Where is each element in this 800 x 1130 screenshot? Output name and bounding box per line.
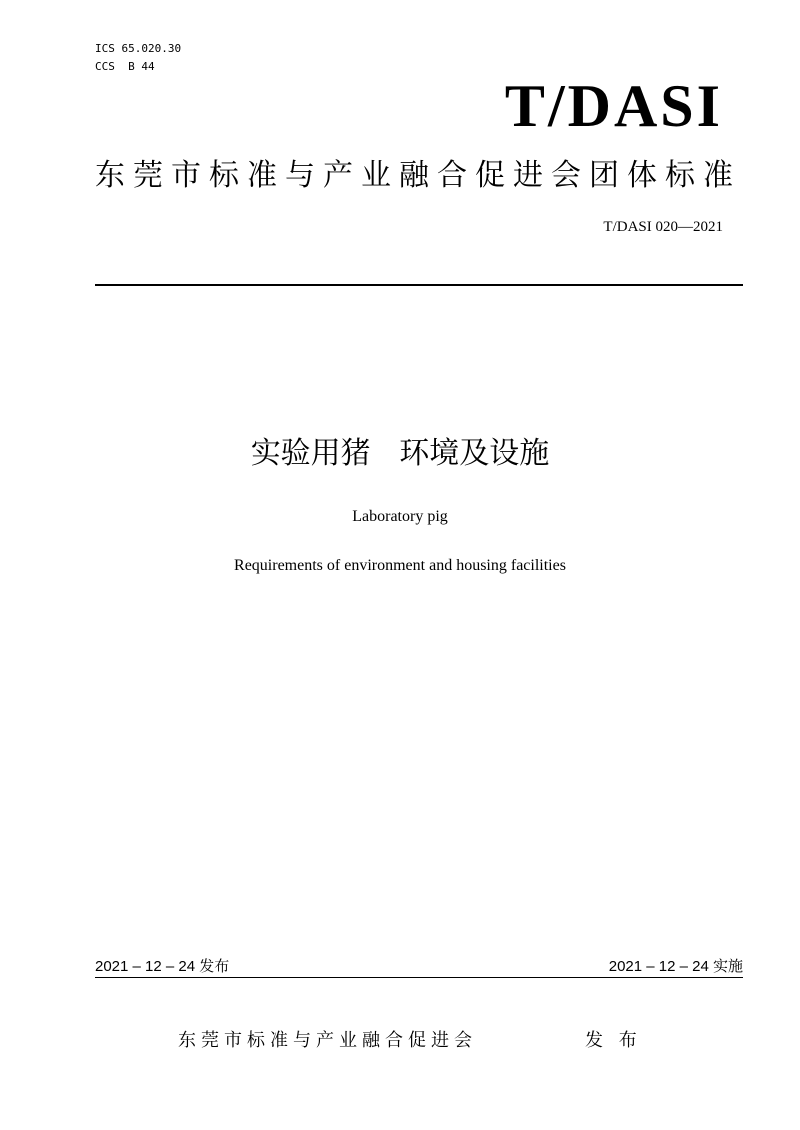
- organization-logo: T/DASI: [504, 73, 723, 139]
- document-title-chinese: 实验用猪 环境及设施: [250, 436, 550, 471]
- standard-number: T/DASI 020—2021: [603, 219, 723, 235]
- publisher-name: 东莞市标准与产业融合促进会: [178, 1030, 477, 1051]
- organization-standard-title: 东莞市标准与产业融合促进会团体标准: [95, 158, 741, 193]
- document-title-english-line1: Laboratory pig: [352, 508, 448, 525]
- date-divider: [95, 977, 743, 978]
- document-title-english-line2: Requirements of environment and housing facilities: [234, 557, 566, 574]
- ics-code: ICS 65.020.30: [95, 42, 182, 55]
- publish-label: 发 布: [585, 1030, 642, 1051]
- implementation-date: 2021 – 12 – 24 实施: [608, 958, 743, 975]
- ccs-code: CCS B 44: [95, 60, 155, 73]
- header-divider: [95, 284, 743, 286]
- issue-date: 2021 – 12 – 24 发布: [95, 958, 230, 975]
